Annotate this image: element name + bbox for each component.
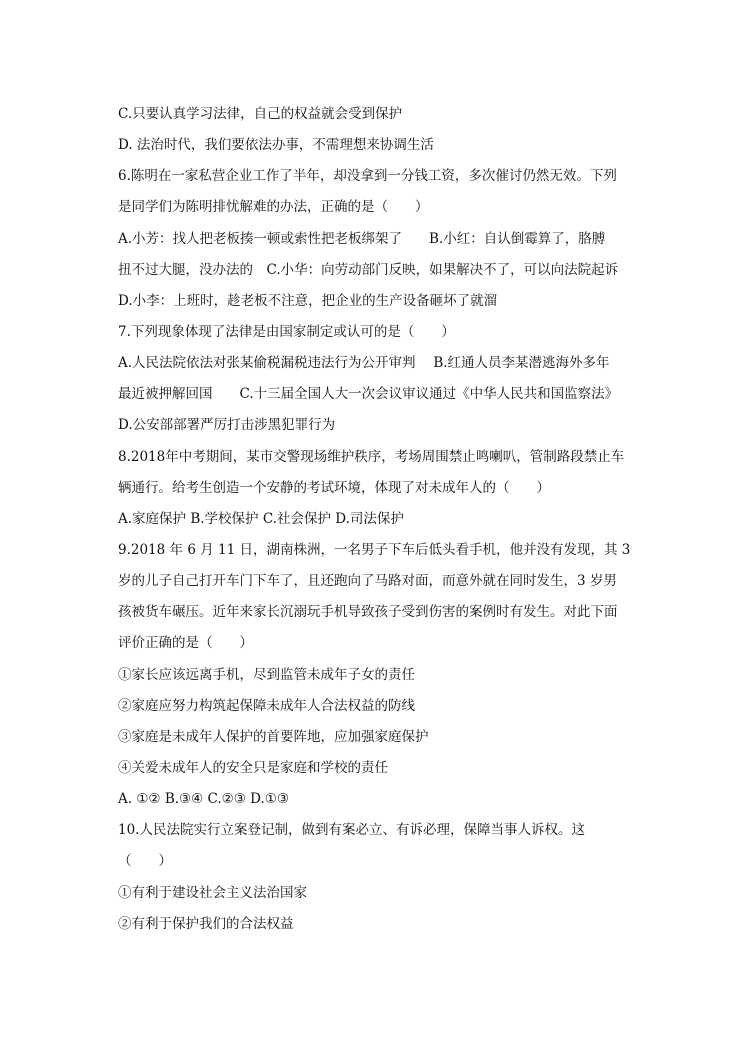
question-9-options: A. ①② B.③④ C.②③ D.①③ — [118, 791, 290, 807]
question-8-options: A.家庭保护 B.学校保护 C.社会保护 D.司法保护 — [118, 511, 404, 527]
option-5d: D. 法治时代，我们要依法办事，不需理想来协调生活 — [118, 137, 434, 153]
question-8-stem-cont: 辆通行。给考生创造一个安静的考试环境，体现了对未成年人的（ ） — [118, 480, 550, 496]
question-10-statement-2: ②有利于保护我们的合法权益 — [118, 916, 294, 932]
question-10-statement-1: ①有利于建设社会主义法治国家 — [118, 885, 307, 901]
question-9-statement-3: ③家庭是未成年人保护的首要阵地，应加强家庭保护 — [118, 729, 429, 745]
question-6-options-ab: A.小芳：找人把老板揍一顿或索性把老板绑架了 B.小红：自认倒霉算了，胳膊 — [118, 231, 606, 247]
question-10-blank: （ ） — [118, 853, 172, 869]
question-7-options-bc: 最近被押解回国 C.十三届全国人大一次会议审议通过《中华人民共和国监察法》 — [118, 386, 619, 402]
question-9-stem-cont-2: 孩被货车碾压。近年来家长沉溺玩手机导致孩子受到伤害的案例时有发生。对此下面 — [118, 604, 618, 620]
option-5c: C.只要认真学习法律，自己的权益就会受到保护 — [118, 106, 403, 122]
question-9-statement-2: ②家庭应努力构筑起保障未成年人合法权益的防线 — [118, 698, 415, 714]
question-8-stem: 8.2018年中考期间，某市交警现场维护秩序，考场周围禁止鸣喇叭，管制路段禁止车 — [118, 449, 625, 465]
question-9-stem-cont-3: 评价正确的是（ ） — [118, 635, 253, 651]
question-9-statement-1: ①家长应该远离手机，尽到监管未成年子女的责任 — [118, 667, 415, 683]
question-6-stem-cont: 是同学们为陈明排忧解难的办法，正确的是（ ） — [118, 199, 429, 215]
question-10-stem: 10.人民法院实行立案登记制，做到有案必立、有诉必理，保障当事人诉权。这 — [118, 822, 585, 838]
question-7-stem: 7.下列现象体现了法律是由国家制定或认可的是（ ） — [118, 324, 455, 340]
question-6-options-bc: 扭不过大腿，没办法的 C.小华：向劳动部门反映，如果解决不了，可以向法院起诉 — [118, 262, 619, 278]
question-9-stem: 9.2018 年 6 月 11 日，湖南株洲，一名男子下车后低头看手机，他并没有发现，其 3 — [118, 542, 631, 558]
question-9-stem-cont-1: 岁的儿子自己打开车门下车了，且还跑向了马路对面，而意外就在同时发生，3 岁男 — [118, 573, 617, 589]
question-7-option-d: D.公安部部署严厉打击涉黑犯罪行为 — [118, 417, 336, 433]
question-6-option-d: D.小李：上班时，趁老板不注意，把企业的生产设备砸坏了就溜 — [118, 293, 498, 309]
question-7-options-ab: A.人民法院依法对张某偷税漏税违法行为公开审判 B.红通人员李某潜逃海外多年 — [118, 355, 610, 371]
question-9-statement-4: ④关爱未成年人的安全只是家庭和学校的责任 — [118, 760, 388, 776]
question-6-stem: 6.陈明在一家私营企业工作了半年，却没拿到一分钱工资，多次催讨仍然无效。下列 — [118, 168, 617, 184]
